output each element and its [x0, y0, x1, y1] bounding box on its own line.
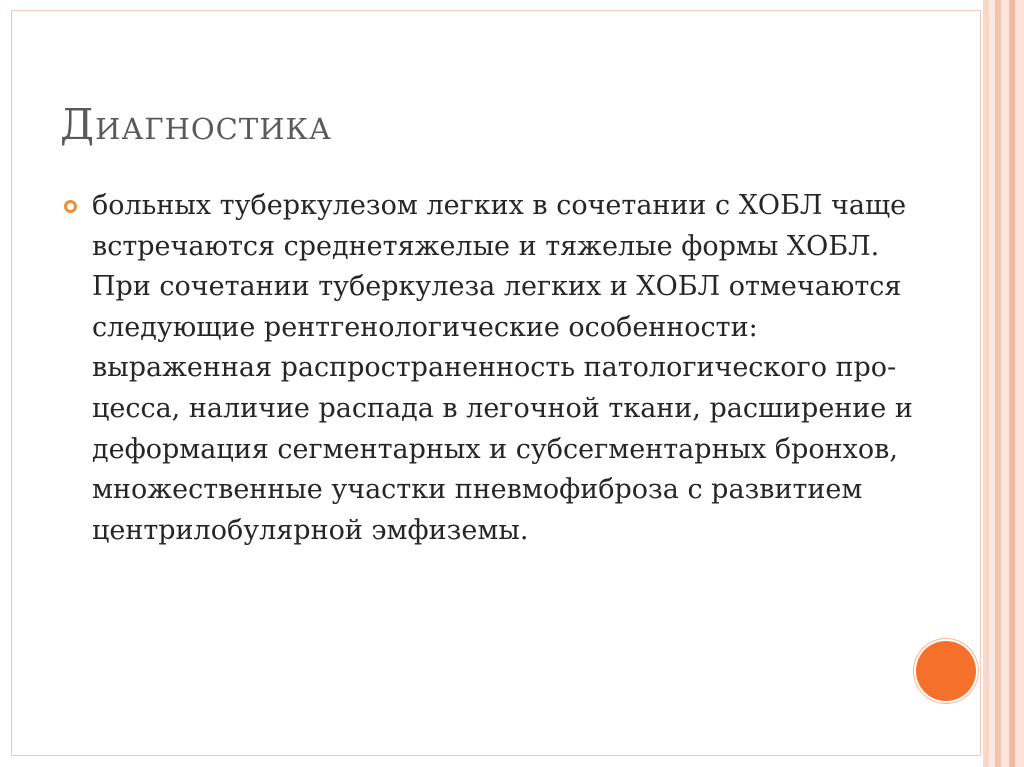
hollow-circle-bullet-icon	[64, 200, 77, 213]
bullet-item	[62, 186, 912, 551]
slide-body	[62, 186, 912, 551]
decorative-stripe	[1015, 0, 1024, 767]
decorative-stripe	[1001, 0, 1009, 767]
orange-circle-icon	[916, 641, 976, 701]
bullet-text: больных туберкулезом легких в сочетании с ХОБЛ чаще встречаются среднетяжелые и тяжелые формы ХОБЛ. При сочетании туберкулеза легких и ХОБЛ отмечаются следующие рентгенологические особенности: выраженная распространенность патологического про- цесса, наличие распада в легочной ткани, расширение и деформация сегментарных и субсегментарных бронхов, множественные участки пневмофиброза с развитием центрилобулярной эмфиземы.	[92, 190, 913, 546]
slide-title: Диагностика	[60, 100, 332, 149]
